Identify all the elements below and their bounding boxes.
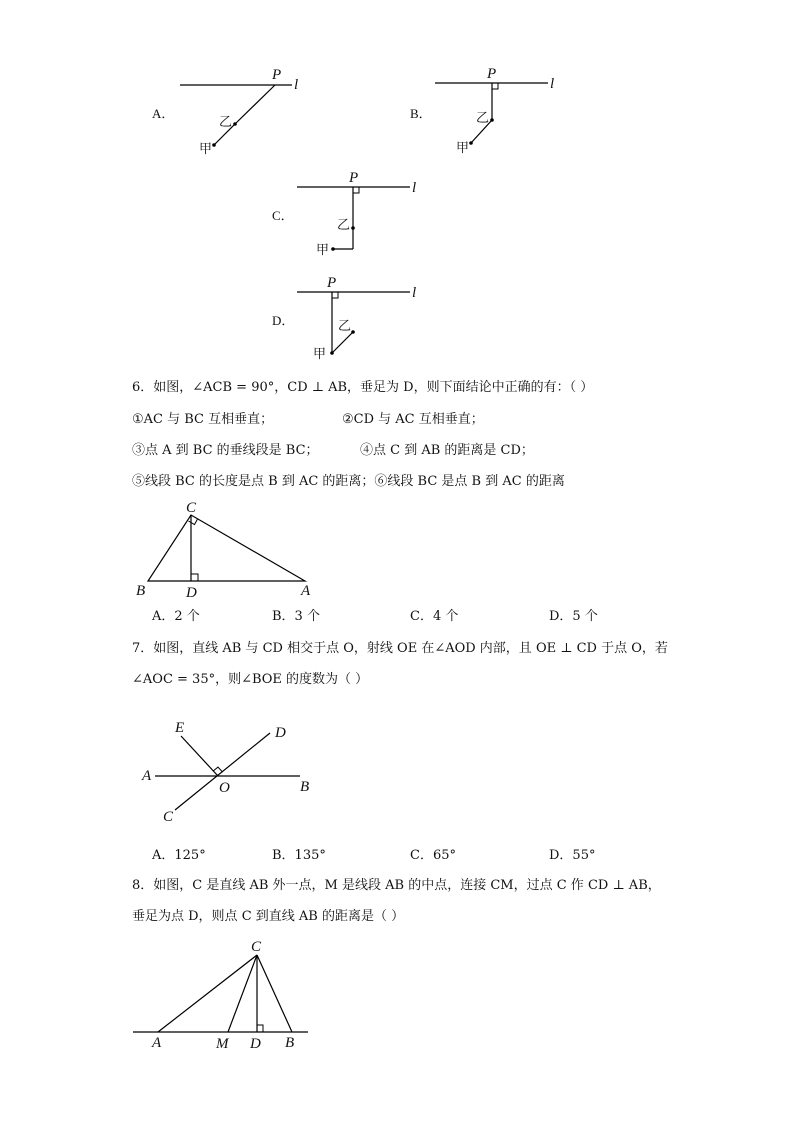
label-jia: 甲: [316, 243, 330, 258]
label-p: P: [327, 275, 337, 291]
label-p: P: [272, 67, 282, 83]
label-c: C: [251, 939, 262, 955]
right-angle-mark: [332, 292, 338, 298]
label-l: l: [412, 180, 417, 196]
q7-option-c[interactable]: C．65°: [410, 848, 456, 863]
label-m: M: [216, 1036, 229, 1052]
label-yi: 乙: [337, 218, 351, 233]
point-yi: [351, 330, 355, 334]
q8-stem-line1: 8．如图，C 是直线 AB 外一点，M 是线段 AB 的中点，连接 CM，过点 C 作 CD ⊥ AB，: [132, 878, 661, 893]
q5-figure-c: [272, 170, 416, 258]
q5-figure-a: [152, 67, 298, 157]
point-jia: [330, 351, 334, 355]
q6-statement-5-6: ⑤线段 BC 的长度是点 B 到 AC 的距离；⑥线段 BC 是点 B 到 AC 的距离: [132, 474, 565, 489]
right-angle-mark-c: [189, 519, 198, 525]
point-yi: [490, 118, 494, 122]
triangle-abc: [148, 515, 305, 581]
segment-cb: [257, 955, 292, 1032]
label-b: B: [300, 779, 310, 795]
q7-option-a[interactable]: A．125°: [152, 848, 206, 863]
label-a: A: [142, 768, 152, 784]
q8-stem-line2: 垂足为点 D，则点 C 到直线 AB 的距离是（ ）: [132, 909, 405, 924]
label-a: A: [301, 583, 311, 599]
q6-figure: [136, 500, 311, 601]
label-a: A: [152, 1035, 162, 1051]
label-yi: 乙: [476, 111, 490, 126]
q5-figure-d: [272, 275, 416, 362]
q6-option-b[interactable]: B．3 个: [272, 609, 320, 624]
segment-jia-yi: [332, 332, 353, 353]
label-e: E: [175, 720, 185, 736]
label-b: B: [136, 583, 146, 599]
label-l: l: [412, 285, 417, 301]
label-b: B: [285, 1035, 295, 1051]
label-d: D: [250, 1036, 261, 1052]
q7-stem-line1: 7．如图，直线 AB 与 CD 相交于点 O，射线 OE 在∠AOD 内部，且 OE ⊥ CD 于点 O，若: [132, 641, 668, 656]
point-jia: [469, 141, 473, 145]
q7-stem-line2: ∠AOC = 35°，则∠BOE 的度数为（ ）: [132, 672, 369, 687]
point-yi: [233, 122, 237, 126]
label-d: D: [186, 585, 197, 601]
q7-figure: [141, 720, 309, 825]
point-yi: [351, 226, 355, 230]
q6-statement-2: ②CD 与 AC 互相垂直；: [342, 412, 484, 427]
right-angle-mark: [353, 187, 359, 193]
segment-p-yi: [235, 85, 275, 124]
label-o: O: [219, 780, 230, 796]
label-l: l: [550, 76, 555, 92]
q8-figure: [133, 939, 308, 1052]
right-angle-mark: [213, 767, 222, 772]
label-d: D: [275, 725, 286, 741]
label-c: C: [163, 809, 174, 825]
q6-statement-4: ④点 C 到 AB 的距离是 CD；: [360, 443, 534, 458]
label-jia: 甲: [313, 347, 327, 362]
q6-option-c[interactable]: C．4 个: [410, 609, 459, 624]
label-l: l: [294, 77, 299, 93]
q6-statement-1: ①AC 与 BC 互相垂直；: [132, 412, 274, 427]
label-jia: 甲: [456, 141, 470, 156]
q5-option-b-label: B．: [410, 106, 432, 121]
q5-option-c-label: C．: [272, 208, 294, 223]
q5-option-d-label: D．: [272, 313, 295, 328]
q7-option-d[interactable]: D．55°: [549, 848, 596, 863]
label-yi: 乙: [338, 319, 352, 334]
q5-figure-b: [410, 66, 554, 156]
q7-option-b[interactable]: B．135°: [272, 848, 326, 863]
right-angle-mark-d: [191, 574, 198, 581]
ray-oe: [181, 736, 218, 776]
q6-statement-3: ③点 A 到 BC 的垂线段是 BC；: [132, 443, 319, 458]
label-p: P: [487, 66, 497, 82]
q6-option-d[interactable]: D．5 个: [549, 609, 598, 624]
label-c: C: [186, 500, 197, 516]
point-jia: [331, 247, 335, 251]
label-yi: 乙: [219, 115, 233, 130]
right-angle-mark: [257, 1025, 263, 1032]
right-angle-mark: [492, 83, 498, 89]
label-p: P: [349, 170, 359, 186]
q6-option-a[interactable]: A．2 个: [152, 609, 200, 624]
label-jia: 甲: [199, 142, 213, 157]
q5-option-a-label: A．: [152, 106, 175, 121]
point-jia: [212, 143, 216, 147]
q6-stem: 6．如图，∠ACB = 90°，CD ⊥ AB，垂足为 D，则下面结论中正确的有：（ ）: [132, 380, 594, 395]
